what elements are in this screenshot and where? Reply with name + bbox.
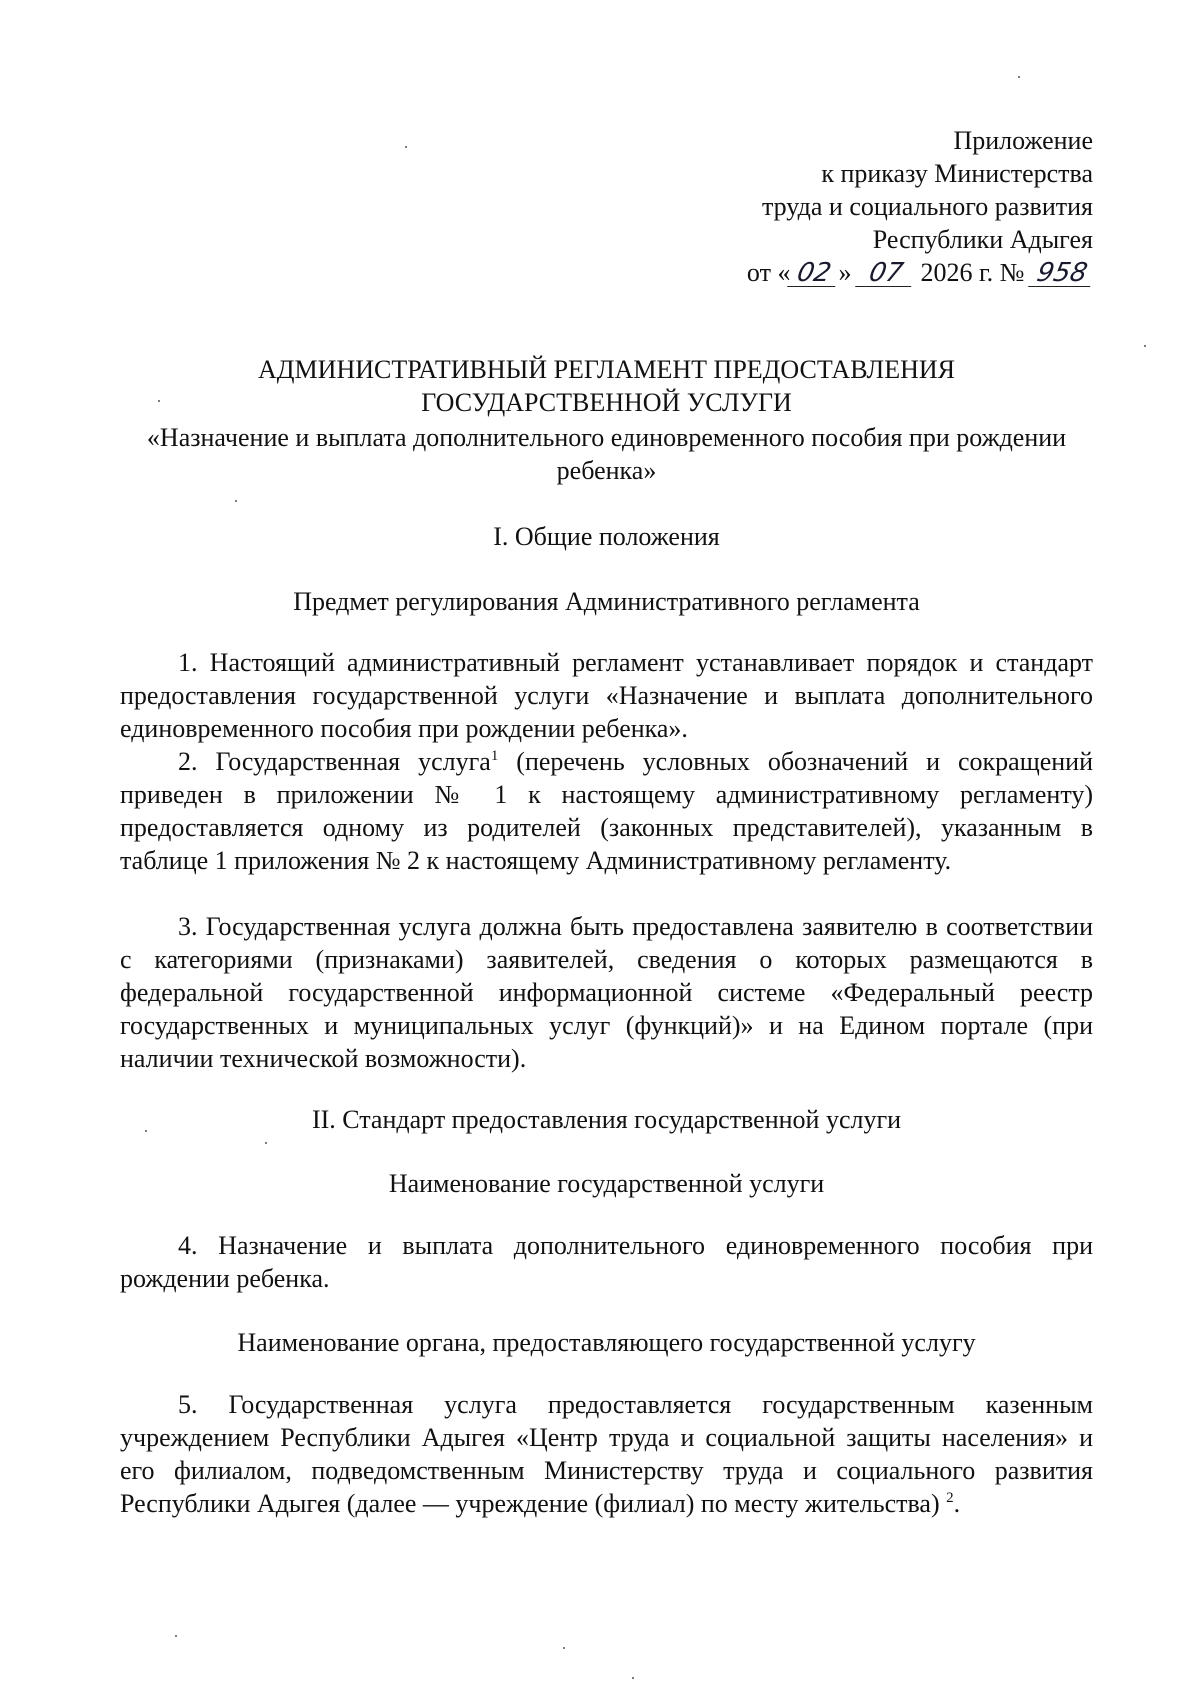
paragraph-5-end: . <box>953 1489 961 1518</box>
scan-speck <box>405 146 407 148</box>
section-1-subheading: Предмет регулирования Административного регламента <box>293 587 920 616</box>
scan-speck <box>632 1677 634 1679</box>
paragraph-3: 3. Государственная услуга должна быть предоставлена заявителю в соответствии с категориями (признаками) заявителей, сведения о которых размещаются в федеральной государственной информационной системе «Федеральный реестр государственных и муниципальных услуг (функций)» и на Едином портале (при наличии технической возможности). <box>120 912 1093 1073</box>
paragraph-2-start: 2. Государственная услуга <box>178 747 491 776</box>
section-2-heading: II. Стандарт предоставления государственной услуги <box>311 1105 902 1134</box>
paragraph-2 <box>120 745 1093 877</box>
section-2-subheading-1: Наименование государственной услуги <box>388 1169 825 1198</box>
paragraph-5 <box>120 1388 1093 1520</box>
year-text: 2026 г. № <box>920 258 1025 287</box>
scan-speck <box>175 1635 177 1637</box>
handwritten-order-number: 958 <box>1028 260 1096 287</box>
approval-line-1: Приложение <box>953 126 1093 155</box>
date-mid: » <box>838 258 852 287</box>
section-1-heading: I. Общие положения <box>493 522 720 551</box>
approval-line-2: к приказу Министерства <box>821 159 1093 188</box>
footnote-ref-2: 2 <box>946 1490 954 1506</box>
title-line-2: ГОСУДАРСТВЕННОЙ УСЛУГИ <box>421 388 792 417</box>
date-prefix: от « <box>746 258 791 287</box>
scan-speck <box>265 1142 267 1144</box>
paragraph-5-text: 5. Государственная услуга предоставляется государственным казенным учреждением Республики Адыгея «Центр труда и социальной защиты населения» и его филиалом, подведомственным Министерству труда и социального развития Республики Адыгея (далее — учреждение (филиал) по месту жительства) <box>120 1390 1093 1518</box>
document-title <box>120 353 1093 487</box>
paragraph-2-rest: (перечень условных обозначений и сокращений приведен в приложении № 1 к настоящему административному регламенту) предоставляется одному из родителей (законных представителей), указанным в таблице 1 приложения № 2 к настоящему Административному регламенту. <box>120 747 1093 875</box>
scan-speck <box>1144 345 1146 347</box>
paragraph-4: 4. Назначение и выплата дополнительного единовременного пособия при рождении ребенка. <box>120 1231 1093 1293</box>
paragraph-1: 1. Настоящий административный регламент устанавливает порядок и стандарт предоставления государственной услуги «Назначение и выплата дополнительного единовременного пособия при рождении ребенка». <box>120 648 1093 743</box>
approval-stamp-block <box>747 124 1093 289</box>
approval-date-line <box>747 256 1093 289</box>
approval-line-4: Республики Адыгея <box>872 225 1093 254</box>
title-line-1: АДМИНИСТРАТИВНЫЙ РЕГЛАМЕНТ ПРЕДОСТАВЛЕНИЯ <box>258 355 955 384</box>
handwritten-day: 02 <box>788 260 842 287</box>
section-2-subheading-2: Наименование органа, предоставляющего государственной услугу <box>237 1328 976 1357</box>
scan-speck <box>563 1647 565 1649</box>
scan-speck <box>1018 76 1020 78</box>
scan-speck <box>145 1130 147 1132</box>
approval-line-3: труда и социального развития <box>761 192 1093 221</box>
footnote-ref-1: 1 <box>490 748 499 764</box>
scan-speck <box>158 400 160 402</box>
scan-speck <box>235 500 237 502</box>
handwritten-month: 07 <box>855 260 917 287</box>
service-name: «Назначение и выплата дополнительного единовременного пособия при рождении ребенка» <box>146 423 1067 485</box>
